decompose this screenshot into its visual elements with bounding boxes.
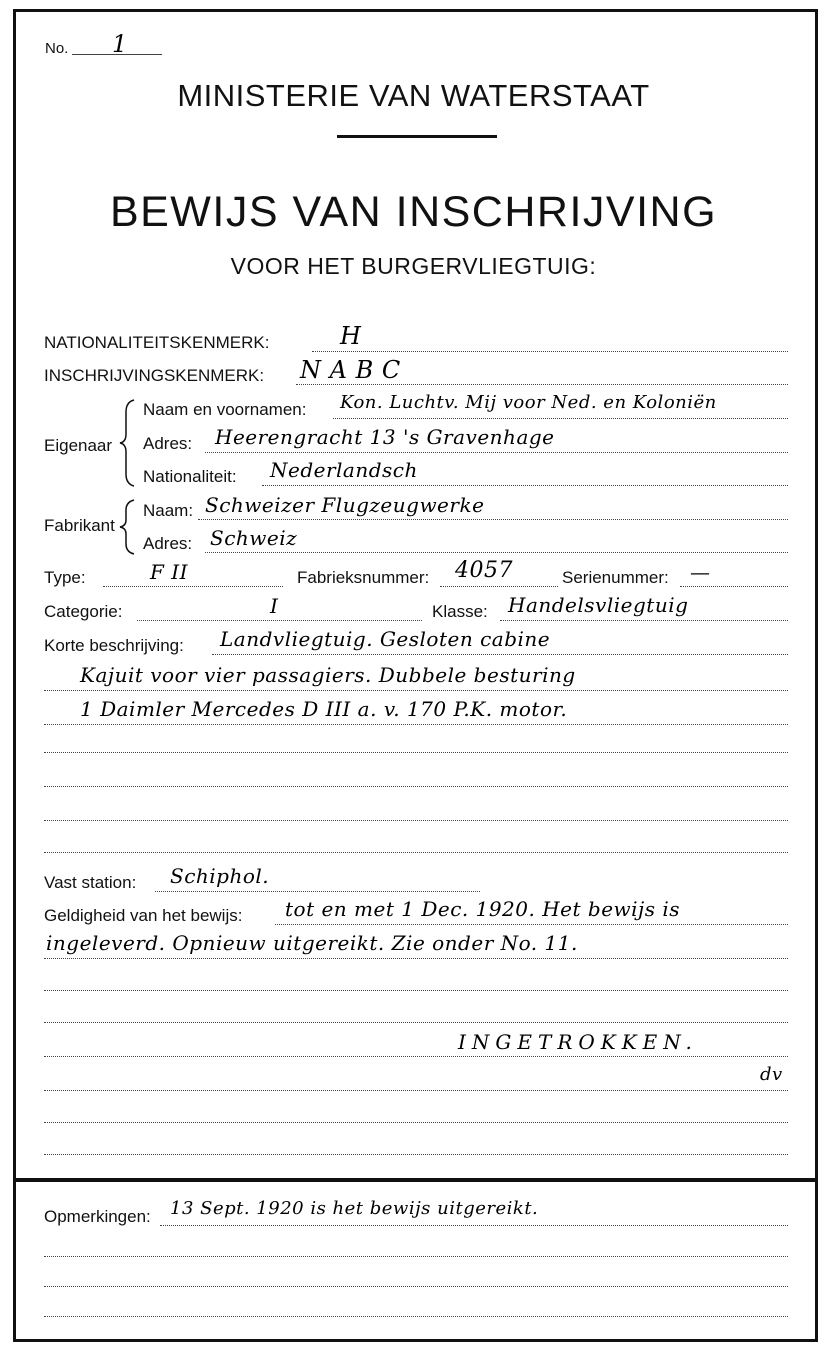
beschrijving-line-2 <box>44 690 788 691</box>
initials: dv <box>760 1064 783 1085</box>
geldigheid-line-8 <box>44 1154 788 1155</box>
section-divider <box>13 1178 818 1182</box>
title-rule <box>337 135 497 138</box>
vast-station-line <box>155 891 480 892</box>
eigenaar-nationaliteit-label: Nationaliteit: <box>143 467 237 486</box>
ministry-title: MINISTERIE VAN WATERSTAAT <box>177 78 650 113</box>
opmerkingen-line-4 <box>44 1316 788 1317</box>
ingetrokken-stamp: INGETROKKEN. <box>458 1030 698 1054</box>
fabrieksnummer-value: 4057 <box>455 558 513 583</box>
geldigheid-line-6 <box>44 1090 788 1091</box>
beschrijving-text-2: Kajuit voor vier passagiers. Dubbele besturing <box>80 663 576 687</box>
fabrikant-adres-line <box>205 552 788 553</box>
fabrikant-adres-value: Schweiz <box>210 526 298 550</box>
inschrijvingskenmerk-line <box>296 384 788 385</box>
opmerkingen-line-3 <box>44 1286 788 1287</box>
klasse-line <box>500 620 788 621</box>
eigenaar-naam-label: Naam en voornamen: <box>143 400 307 419</box>
fabrikant-brace <box>118 498 140 556</box>
beschrijving-text-1: Landvliegtuig. Gesloten cabine <box>220 627 551 651</box>
geldigheid-label: Geldigheid van het bewijs: <box>44 906 243 925</box>
fabrikant-naam-label: Naam: <box>143 501 194 520</box>
type-line <box>103 586 283 587</box>
beschrijving-line-6 <box>44 820 788 821</box>
fabrikant-naam-value: Schweizer Flugzeugwerke <box>205 493 485 517</box>
opmerkingen-line-2 <box>44 1256 788 1257</box>
document-title: BEWIJS VAN INSCHRIJVING <box>109 188 718 236</box>
categorie-value: I <box>270 594 279 618</box>
eigenaar-nationaliteit-line <box>262 485 788 486</box>
vast-station-label: Vast station: <box>44 873 137 892</box>
geldigheid-line-7 <box>44 1122 788 1123</box>
type-value: F II <box>150 560 189 584</box>
number-value: 1 <box>112 30 128 58</box>
geldigheid-line-3 <box>44 990 788 991</box>
fabrikant-label: Fabrikant <box>44 516 115 535</box>
beschrijving-line-1 <box>212 654 788 655</box>
opmerkingen-label: Opmerkingen: <box>44 1207 151 1226</box>
serienummer-line <box>680 586 788 587</box>
opmerkingen-value: 13 Sept. 1920 is het bewijs uitgereikt. <box>170 1198 539 1219</box>
geldigheid-line-4 <box>44 1022 788 1023</box>
eigenaar-brace <box>118 398 140 488</box>
document-subtitle: VOOR HET BURGERVLIEGTUIG: <box>230 253 597 279</box>
eigenaar-adres-label: Adres: <box>143 434 193 453</box>
serienummer-label: Serienummer: <box>562 568 669 587</box>
geldigheid-line-1 <box>275 924 788 925</box>
type-label: Type: <box>44 568 86 587</box>
beschrijving-line-7 <box>44 852 788 853</box>
fabrieksnummer-line <box>440 586 558 587</box>
nationaliteitskenmerk-line <box>312 351 788 352</box>
categorie-line <box>137 620 422 621</box>
geldigheid-line-2 <box>44 958 788 959</box>
korte-beschrijving-label: Korte beschrijving: <box>44 636 184 655</box>
vast-station-value: Schiphol. <box>170 864 270 888</box>
nationaliteitskenmerk-value: H <box>340 322 362 350</box>
inschrijvingskenmerk-value: N A B C <box>300 356 401 384</box>
geldigheid-text-1: tot en met 1 Dec. 1920. Het bewijs is <box>285 897 681 921</box>
number-label: No. <box>45 40 69 57</box>
fabrikant-adres-label: Adres: <box>143 534 193 553</box>
klasse-value: Handelsvliegtuig <box>508 593 689 617</box>
eigenaar-naam-line <box>333 418 788 419</box>
eigenaar-naam-text: Kon. Luchtv. Mij voor Ned. en Koloniën <box>340 392 717 413</box>
beschrijving-text-3: 1 Daimler Mercedes D III a. v. 170 P.K. motor. <box>80 697 568 721</box>
categorie-label: Categorie: <box>44 602 123 621</box>
serienummer-value: — <box>690 560 711 584</box>
inschrijvingskenmerk-label: INSCHRIJVINGSKENMERK: <box>44 366 265 385</box>
geldigheid-line-5 <box>44 1056 788 1057</box>
beschrijving-line-3 <box>44 724 788 725</box>
fabrikant-naam-line <box>198 519 788 520</box>
geldigheid-text-2: ingeleverd. Opnieuw uitgereikt. Zie onder No. 11. <box>46 931 578 955</box>
eigenaar-adres-value: Heerengracht 13 's Gravenhage <box>215 425 555 449</box>
eigenaar-adres-line <box>205 452 788 453</box>
beschrijving-line-5 <box>44 786 788 787</box>
klasse-label: Klasse: <box>432 602 488 621</box>
nationaliteitskenmerk-label: NATIONALITEITSKENMERK: <box>44 333 270 352</box>
beschrijving-line-4 <box>44 752 788 753</box>
eigenaar-label: Eigenaar <box>44 436 113 455</box>
fabrieksnummer-label: Fabrieksnummer: <box>297 568 430 587</box>
eigenaar-nationaliteit-value: Nederlandsch <box>270 458 418 482</box>
opmerkingen-line-1 <box>160 1225 788 1226</box>
